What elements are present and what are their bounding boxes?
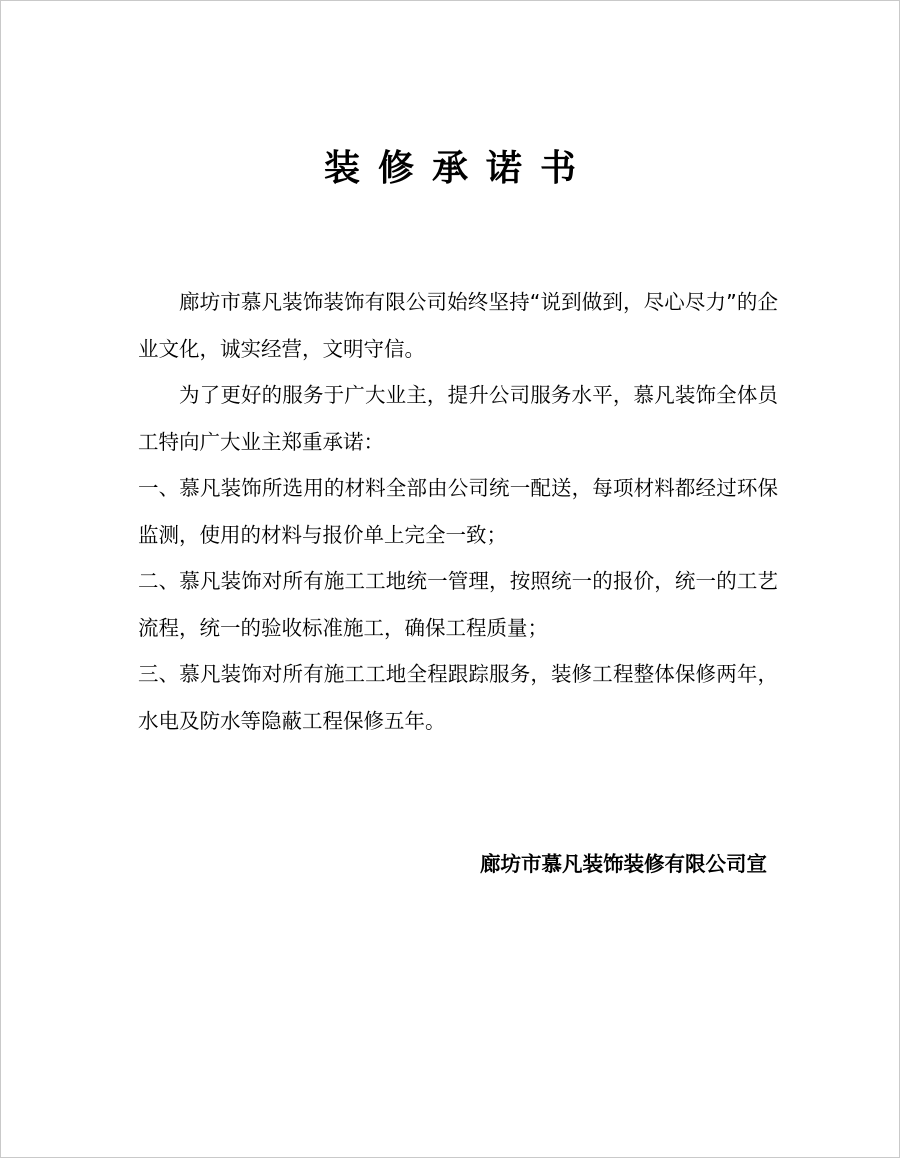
paragraph-item-3: 三、慕凡装饰对所有施工工地全程跟踪服务，装修工程整体保修两年，水电及防水等隐蔽工程保修五年。 — [138, 662, 778, 733]
paragraph-item-2: 二、慕凡装饰对所有施工工地统一管理，按照统一的报价，统一的工艺流程，统一的验收标准施工，确保工程质量； — [138, 569, 778, 640]
paragraph-commitment-lead: 为了更好的服务于广大业主，提升公司服务水平，慕凡装饰全体员工特向广大业主郑重承诺： — [138, 383, 778, 454]
document-body — [138, 279, 778, 744]
paragraph-item-1: 一、慕凡装饰所选用的材料全部由公司统一配送，每项材料都经过环保监测，使用的材料与报价单上完全一致； — [138, 476, 778, 547]
paragraph-intro: 廊坊市慕凡装饰装饰有限公司始终坚持“说到做到，尽心尽力”的企业文化，诚实经营，文明守信。 — [138, 290, 778, 361]
document-title: 装修承诺书 — [323, 148, 594, 189]
document-signature: 廊坊市慕凡装饰装修有限公司宣 — [480, 852, 767, 876]
